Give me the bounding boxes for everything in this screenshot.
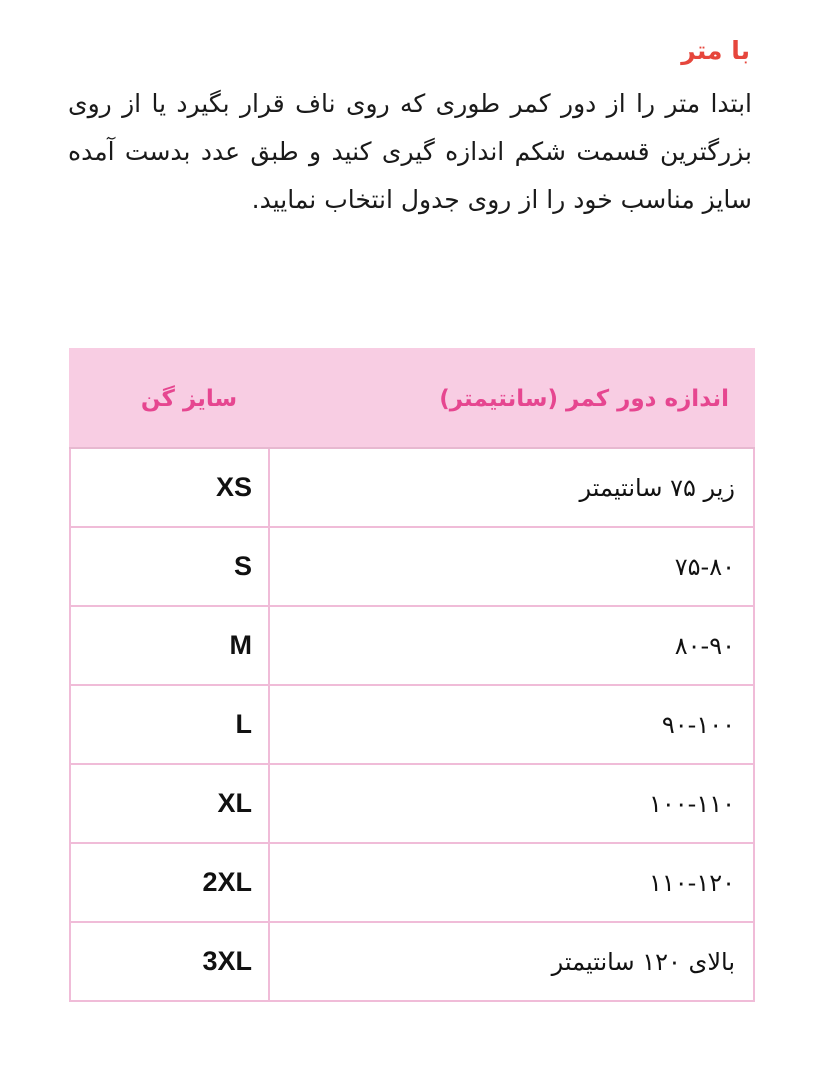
size-cell — [70, 448, 269, 527]
table-row — [70, 527, 754, 606]
table-row — [70, 685, 754, 764]
table-row — [70, 606, 754, 685]
waist-range-cell: ۹۰-۱۰۰ — [269, 685, 754, 764]
header-size: سایز گن — [70, 349, 269, 448]
size-label: 2XL — [202, 867, 252, 897]
table-row — [70, 843, 754, 922]
intro-text: ابتدا متر را از دور کمر طوری که روی ناف قرار بگیرد یا از روی بزرگترین قسمت شکم اندازه گیری کنید و طبق عدد بدست آمده سایز مناسب خود را از روی جدول انتخاب نمایید. — [68, 89, 752, 214]
table-row — [70, 448, 754, 527]
waist-range-cell: ۷۵-۸۰ — [269, 527, 754, 606]
header-waist: اندازه دور کمر (سانتیمتر) — [269, 349, 754, 448]
size-label: L — [235, 709, 252, 739]
size-label: 3XL — [202, 946, 252, 976]
size-label: M — [229, 630, 252, 660]
waist-range-cell: ۸۰-۹۰ — [269, 606, 754, 685]
table-header-row — [70, 349, 754, 448]
table-row — [70, 922, 754, 1001]
waist-range-cell: زیر ۷۵ سانتیمتر — [269, 448, 754, 527]
waist-range-cell: بالای ۱۲۰ سانتیمتر — [269, 922, 754, 1001]
size-cell — [70, 606, 269, 685]
waist-range-cell: ۱۰۰-۱۱۰ — [269, 764, 754, 843]
size-chart-table — [69, 348, 755, 1002]
size-cell — [70, 764, 269, 843]
waist-range-cell: ۱۱۰-۱۲۰ — [269, 843, 754, 922]
size-label: S — [233, 551, 252, 581]
size-label: XS — [215, 472, 252, 502]
size-cell — [70, 685, 269, 764]
size-label: XL — [217, 788, 252, 818]
size-cell — [70, 527, 269, 606]
size-cell — [70, 843, 269, 922]
size-cell — [70, 922, 269, 1001]
section-title: با متر — [681, 36, 750, 65]
table-row — [70, 764, 754, 843]
